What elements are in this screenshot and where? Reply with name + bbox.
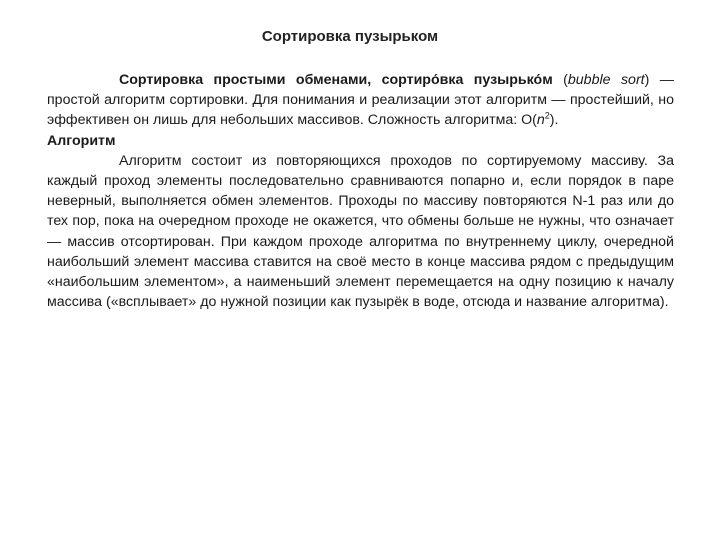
algorithm-heading: Алгоритм [47, 132, 116, 149]
intro-bold-lead: Сортировка простыми обменами, сортиро́вка пузырько́м [119, 72, 553, 88]
document-body [47, 70, 674, 312]
intro-open-paren: ( [552, 72, 568, 88]
intro-body: — простой алгоритм сортировки. Для понимания и реализации этот алгоритм — простейший, но эффективен он лишь для небольших массивов. Сложность алгоритма: O( [47, 72, 674, 129]
intro-term: bubble sort [567, 72, 645, 88]
complexity-exponent: 2 [544, 110, 550, 121]
intro-close-paren: ) [644, 72, 650, 88]
page-title: Сортировка пузырьком [261, 28, 439, 45]
algorithm-paragraph: Алгоритм состоит из повторяющихся проходов по сортируемому массиву. За каждый проход элементы последовательно сравниваются попарно и, если порядок в паре неверный, выполняется обмен элементов. Проходы по массиву повторяются N-1 раз или до тех пор, пока на очередном проходе не окажется, что обмены больше не нужны, что означает — массив отсортирован. При каждом проходе алгоритма по внутреннему циклу, очередной наибольший элемент массива ставится на своё место в конце массива рядом с предыдущим «наибольшим элементом», а наименьший элемент перемещается на одну позицию к началу массива («всплывает» до нужной позиции как пузырёк в воде, отсюда и название алгоритма). [47, 152, 674, 311]
complexity-variable: n [536, 112, 545, 129]
intro-paragraph [47, 70, 674, 131]
complexity-end: ). [549, 112, 559, 129]
